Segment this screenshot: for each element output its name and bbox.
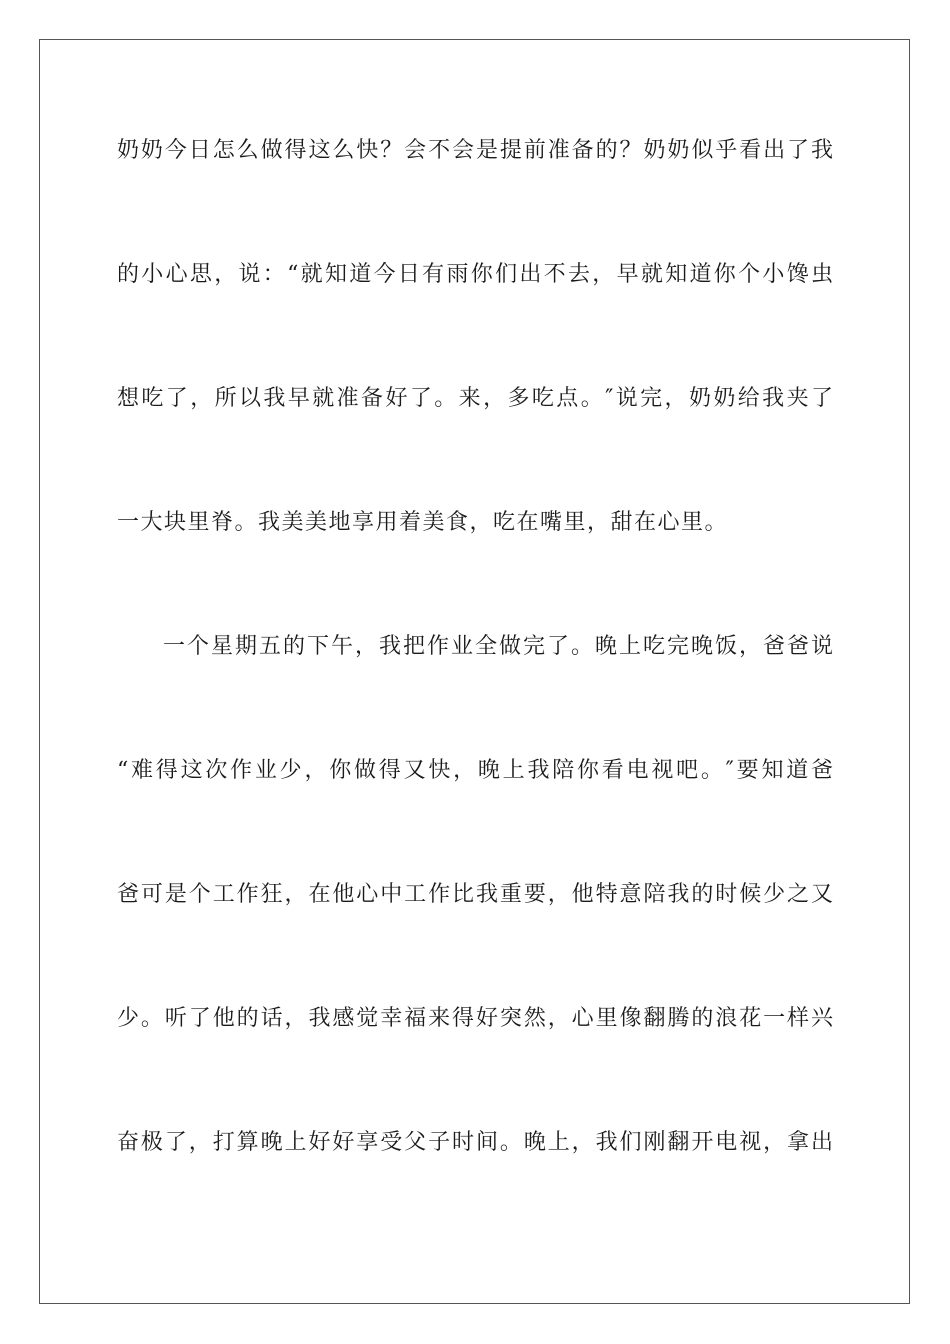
text-line-9: 奋极了，打算晚上好好享受父子时间。晚上，我们刚翻开电视，拿出 xyxy=(117,1130,833,1155)
text-line-8: 少。听了他的话，我感觉幸福来得好突然，心里像翻腾的浪花一样兴 xyxy=(117,1006,833,1031)
text-line-4: 一大块里脊。我美美地享用着美食，吃在嘴里，甜在心里。 xyxy=(117,510,729,535)
page-border xyxy=(39,39,910,1304)
text-line-6: “难得这次作业少，你做得又快，晚上我陪你看电视吧。″要知道爸 xyxy=(117,758,833,783)
text-line-2: 的小心思，说：“就知道今日有雨你们出不去，早就知道你个小馋虫 xyxy=(117,262,833,287)
text-line-1: 奶奶今日怎么做得这么快？会不会是提前准备的？奶奶似乎看出了我 xyxy=(117,138,833,163)
text-line-7: 爸可是个工作狂，在他心中工作比我重要，他特意陪我的时候少之又 xyxy=(117,882,833,907)
text-line-5: 一个星期五的下午，我把作业全做完了。晚上吃完晚饭，爸爸说 xyxy=(163,634,833,659)
text-line-3: 想吃了，所以我早就准备好了。来，多吃点。″说完，奶奶给我夹了 xyxy=(117,386,833,411)
